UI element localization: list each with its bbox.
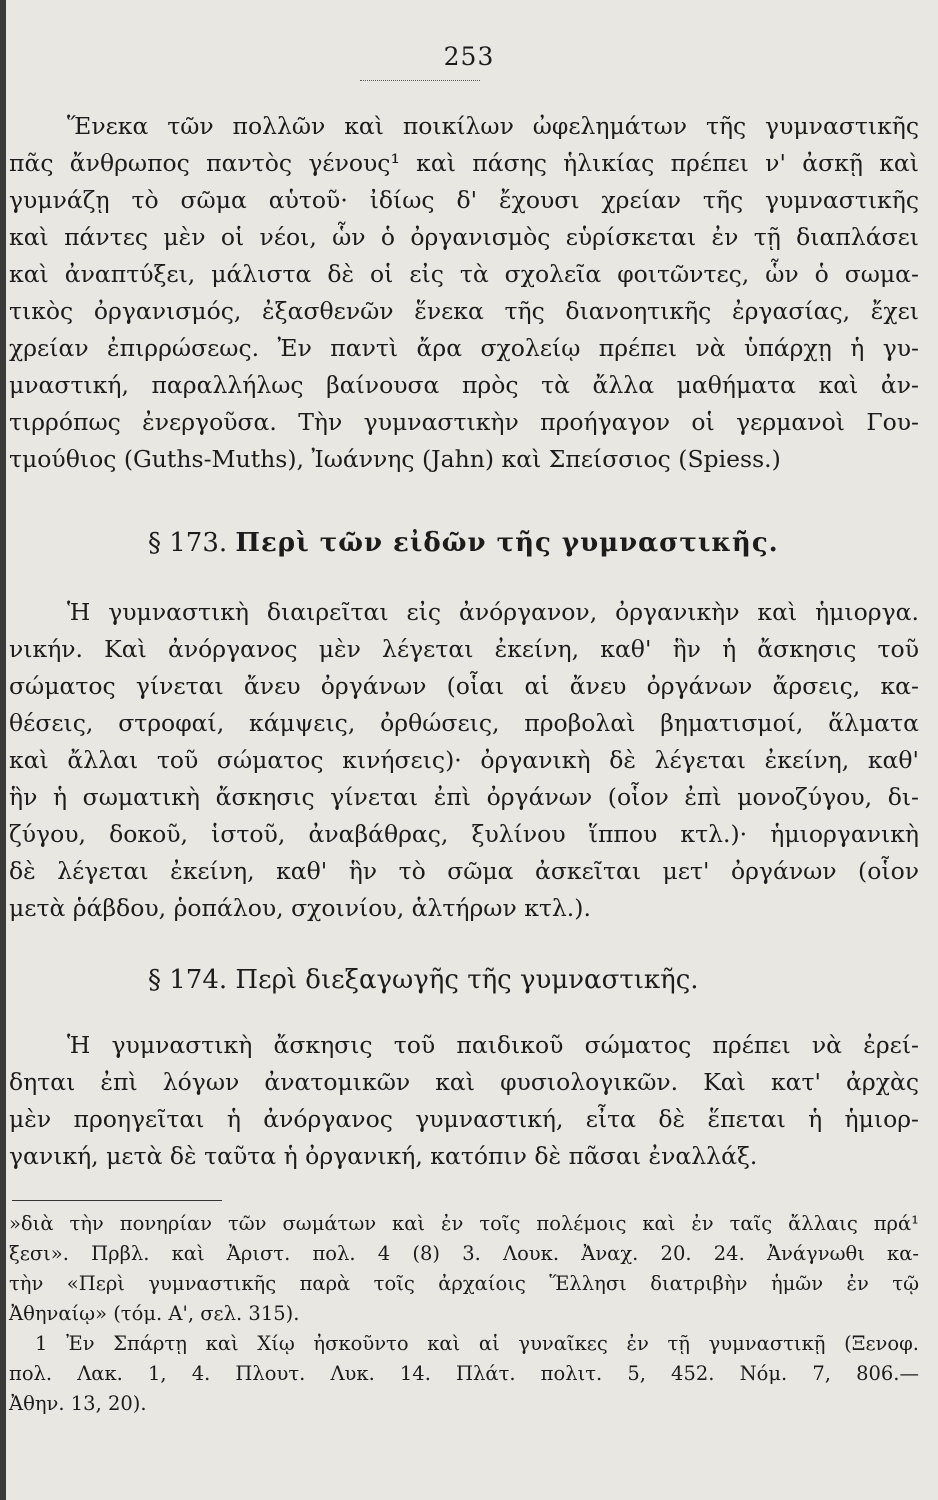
paragraph-1-line: Ἕνεκα τῶν πολλῶν καὶ ποικίλων ὠφελημάτων τῆς γυμναστικῆς <box>67 112 919 140</box>
footnote-line: ξεσι». Πρβλ. καὶ Ἀριστ. πολ. 4 (8) 3. Λουκ. Ἀναχ. 20. 24. Ἀνάγνωθι κα- <box>9 1242 919 1265</box>
page-number: 253 <box>443 42 495 71</box>
footnote-line: »διὰ τὴν πονηρίαν τῶν σωμάτων καὶ ἐν τοῖς πολέμοις καὶ ἐν ταῖς ἄλλαις πρά¹ <box>9 1212 919 1235</box>
footnote-line: 1 Ἐν Σπάρτῃ καὶ Χίῳ ἠσκοῦντο καὶ αἱ γυναῖκες ἐν τῇ γυμναστικῇ (Ξενοφ. <box>35 1332 919 1355</box>
paragraph-1-line: μναστική, παραλλήλως βαίνουσα πρὸς τὰ ἄλλα μαθήματα καὶ ἀν- <box>9 371 919 399</box>
paragraph-2-line: μετὰ ῥάβδου, ῥοπάλου, σχοινίου, ἁλτήρων κτλ.). <box>9 894 591 922</box>
page-binding-edge <box>0 0 6 1500</box>
paragraph-1-line: τμούθιος (Guths-Muths), Ἰωάννης (Jahn) καὶ Σπείσσιος (Spiess.) <box>9 445 781 473</box>
page-number-rule <box>360 80 480 81</box>
section-174-title: Περὶ διεξαγωγῆς τῆς γυμναστικῆς. <box>235 965 699 995</box>
paragraph-2-line: δὲ λέγεται ἐκείνη, καθ' ἣν τὸ σῶμα ἀσκεῖται μετ' ὀργάνων (οἷον <box>9 857 919 885</box>
paragraph-3-line: μὲν προηγεῖται ἡ ἀνόργανος γυμναστική, εἶτα δὲ ἕπεται ἡ ἡμιορ- <box>9 1105 919 1133</box>
paragraph-3-line: δηται ἐπὶ λόγων ἀνατομικῶν καὶ φυσιολογικῶν. Καὶ κατ' ἀρχὰς <box>9 1068 919 1096</box>
section-174-number: § 174. <box>148 965 228 995</box>
footnote-line: Ἀθηναίῳ» (τόμ. Α', σελ. 315). <box>9 1302 300 1325</box>
paragraph-2-line: καὶ ἄλλαι τοῦ σώματος κινήσεις)· ὀργανικὴ δὲ λέγεται ἐκείνη, καθ' <box>9 746 919 774</box>
footnote-line: Ἀθην. 13, 20). <box>9 1392 147 1415</box>
section-173-heading <box>0 528 938 558</box>
paragraph-1-line: καὶ πάντες μὲν οἱ νέοι, ὧν ὁ ὀργανισμὸς εὑρίσκεται ἐν τῇ διαπλάσει <box>9 223 919 251</box>
footnote-rule <box>12 1200 222 1201</box>
paragraph-2-line: νικήν. Καὶ ἀνόργανος μὲν λέγεται ἐκείνη, καθ' ἣν ἡ ἄσκησις τοῦ <box>9 635 919 663</box>
paragraph-1-line: τιρρόπως ἐνεργοῦσα. Τὴν γυμναστικὴν προήγαγον οἱ γερμανοὶ Γου- <box>9 408 919 436</box>
paragraph-2-line: ζύγου, δοκοῦ, ἱστοῦ, ἀναβάθρας, ξυλίνου ἵππου κτλ.)· ἡμιοργανικὴ <box>9 820 919 848</box>
footnote-line: πολ. Λακ. 1, 4. Πλουτ. Λυκ. 14. Πλάτ. πολιτ. 5, 452. Νόμ. 7, 806.— <box>9 1362 919 1385</box>
paragraph-1-line: καὶ ἀναπτύξει, μάλιστα δὲ οἱ εἰς τὰ σχολεῖα φοιτῶντες, ὧν ὁ σωμα- <box>9 260 919 288</box>
paragraph-3-line: γανική, μετὰ δὲ ταῦτα ἡ ὀργανική, κατόπιν δὲ πᾶσαι ἐναλλάξ. <box>9 1142 758 1170</box>
paragraph-1-line: γυμνάζῃ τὸ σῶμα αὑτοῦ· ἰδίως δ' ἔχουσι χρείαν τῆς γυμναστικῆς <box>9 186 919 214</box>
paragraph-1-line: χρείαν ἐπιρρώσεως. Ἐν παντὶ ἄρα σχολείῳ πρέπει νὰ ὑπάρχῃ ἡ γυ- <box>9 334 919 362</box>
section-173-title: Περὶ τῶν εἰδῶν τῆς γυμναστικῆς. <box>235 528 779 558</box>
paragraph-2-line: Ἡ γυμναστικὴ διαιρεῖται εἰς ἀνόργανον, ὀργανικὴν καὶ ἡμιοργα. <box>67 598 919 626</box>
section-173-number: § 173. <box>148 528 228 558</box>
paragraph-2-line: θέσεις, στροφαί, κάμψεις, ὀρθώσεις, προβολαὶ βηματισμοί, ἅλματα <box>9 709 919 737</box>
paragraph-1-line: πᾶς ἄνθρωπος παντὸς γένους¹ καὶ πάσης ἡλικίας πρέπει ν' ἀσκῇ καὶ <box>9 149 919 177</box>
section-174-heading <box>0 965 938 995</box>
paragraph-2-line: σώματος γίνεται ἄνευ ὀργάνων (οἷαι αἱ ἄνευ ὀργάνων ἄρσεις, κα- <box>9 672 919 700</box>
footnote-line: τὴν «Περὶ γυμναστικῆς παρὰ τοῖς ἀρχαίοις Ἕλλησι διατριβὴν ἡμῶν ἐν τῷ <box>9 1272 919 1295</box>
paragraph-1-line: τικὸς ὀργανισμός, ἐξασθενῶν ἕνεκα τῆς διανοητικῆς ἐργασίας, ἔχει <box>9 297 919 325</box>
paragraph-2-line: ἣν ἡ σωματικὴ ἄσκησις γίνεται ἐπὶ ὀργάνων (οἷον ἐπὶ μονοζύγου, δι- <box>9 783 919 811</box>
paragraph-3-line: Ἡ γυμναστικὴ ἄσκησις τοῦ παιδικοῦ σώματος πρέπει νὰ ἐρεί- <box>67 1031 919 1059</box>
